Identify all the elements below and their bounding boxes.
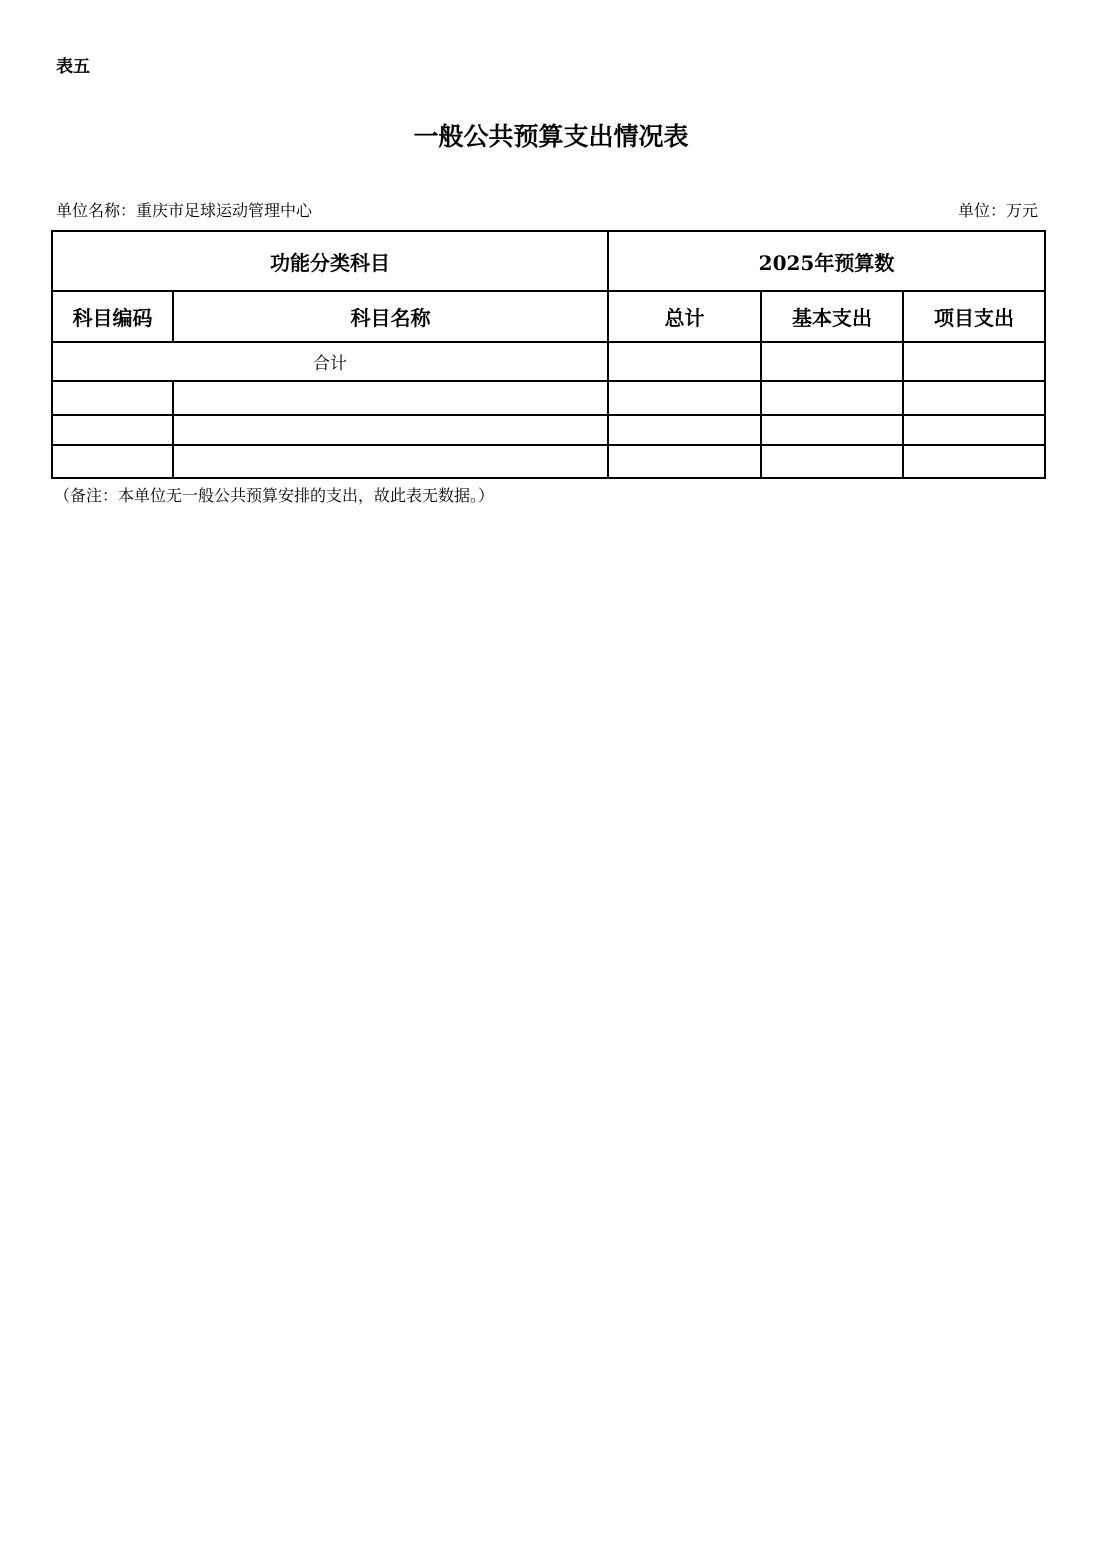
column-header-row <box>52 291 1045 342</box>
project-expenditure-cell <box>903 381 1045 415</box>
table-row <box>52 381 1045 415</box>
basic-expenditure-cell <box>761 415 903 445</box>
total-row-basic-cell <box>761 342 903 381</box>
project-expenditure-cell <box>903 445 1045 478</box>
subject-code-cell <box>52 415 173 445</box>
project-expenditure-cell <box>903 415 1045 445</box>
basic-expenditure-cell <box>761 381 903 415</box>
budget-year-header: 2025年预算数 <box>608 231 1045 291</box>
document-title: 一般公共预算支出情况表 <box>413 122 689 151</box>
table-number-label: 表五 <box>56 57 90 77</box>
total-row-label: 合计 <box>52 342 608 381</box>
total-row <box>52 342 1045 381</box>
unit-name-label: 单位名称：重庆市足球运动管理中心 <box>56 201 313 220</box>
footnote: （备注：本单位无一般公共预算安排的支出，故此表无数据。） <box>54 486 495 505</box>
subject-name-cell <box>173 415 608 445</box>
project-expenditure-header: 项目支出 <box>903 291 1045 342</box>
total-row-project-cell <box>903 342 1045 381</box>
total-cell <box>608 415 761 445</box>
total-row-total-cell <box>608 342 761 381</box>
total-header: 总计 <box>608 291 761 342</box>
subject-name-cell <box>173 445 608 478</box>
total-cell <box>608 381 761 415</box>
basic-expenditure-header: 基本支出 <box>761 291 903 342</box>
function-category-header: 功能分类科目 <box>52 231 608 291</box>
currency-unit-label: 单位：万元 <box>957 201 1038 220</box>
subject-code-cell <box>52 381 173 415</box>
basic-expenditure-cell <box>761 445 903 478</box>
subject-name-cell <box>173 381 608 415</box>
table-row <box>52 445 1045 478</box>
group-header-row <box>52 231 1045 291</box>
table-row <box>52 415 1045 445</box>
total-cell <box>608 445 761 478</box>
subject-code-cell <box>52 445 173 478</box>
subject-code-header: 科目编码 <box>52 291 173 342</box>
budget-expenditure-table <box>51 230 1046 479</box>
subject-name-header: 科目名称 <box>173 291 608 342</box>
